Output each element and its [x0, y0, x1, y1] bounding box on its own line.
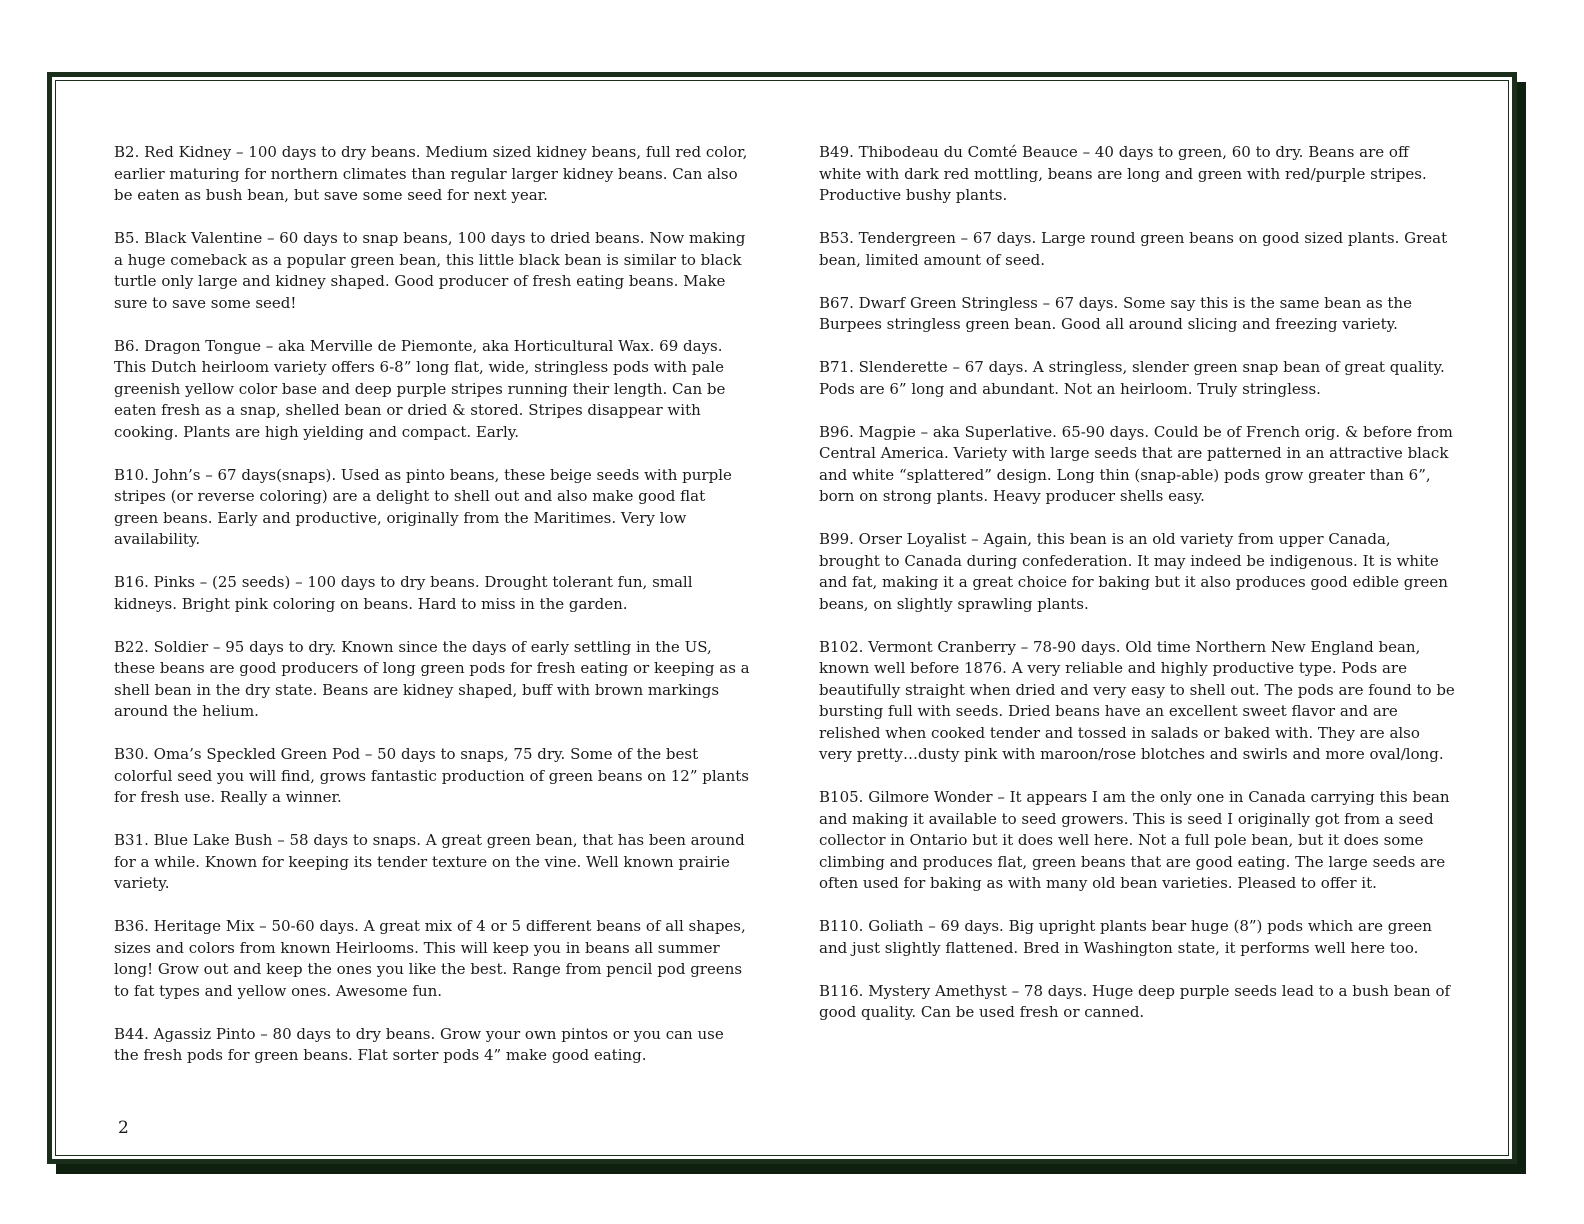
bean-entry-b30: B30. Oma’s Speckled Green Pod – 50 days to snaps, 75 dry. Some of the best colorful seed you will find, grows fantastic production of green beans on 12” plants for fresh use. Really a winner. — [114, 745, 750, 806]
bean-entry-b96: B96. Magpie – aka Superlative. 65-90 days. Could be of French orig. & before from Central America. Variety with large seeds that are patterned in an attractive black and white “splattered” design. Long thin (snap-able) pods grow greater than 6”, born on strong plants. Heavy producer shells easy. — [819, 422, 1453, 505]
right-column — [819, 142, 1455, 1045]
bean-entry-b16: B16. Pinks – (25 seeds) – 100 days to dry beans. Drought tolerant fun, small kidneys. Bright pink coloring on beans. Hard to miss in the garden. — [114, 573, 693, 613]
bean-entry-b31: B31. Blue Lake Bush – 58 days to snaps. A great green bean, that has been around for a while. Known for keeping its tender texture on the vine. Well known prairie variety. — [114, 831, 745, 892]
bean-entry-b102: B102. Vermont Cranberry – 78-90 days. Old time Northern New England bean, known well before 1876. A very reliable and highly productive type. Pods are beautifully straight when dried and very easy to shell out. The pods are found to be bursting full with seeds. Dried beans have an excellent sweet flavor and are relished when cooked tender and tossed in salads or baked with. They are also very pretty…dusty pink with maroon/rose blotches and swirls and more oval/long. — [819, 637, 1455, 763]
bean-entry-b116: B116. Mystery Amethyst – 78 days. Huge deep purple seeds lead to a bush bean of good quality. Can be used fresh or canned. — [819, 981, 1451, 1021]
bean-entry-b6: B6. Dragon Tongue – aka Merville de Piemonte, aka Horticultural Wax. 69 days. This Dutch heirloom variety offers 6-8” long flat, wide, stringless pods with pale greenish yellow color base and deep purple stripes running their length. Can be eaten fresh as a snap, shelled bean or dried & stored. Stripes disappear with cooking. Plants are high yielding and compact. Early. — [114, 336, 726, 441]
bean-entry-b22: B22. Soldier – 95 days to dry. Known since the days of early settling in the US, these beans are good producers of long green pods for fresh eating or keeping as a shell bean in the dry state. Beans are kidney shaped, buff with brown markings around the helium. — [114, 637, 750, 720]
bean-entry-b71: B71. Slenderette – 67 days. A stringless, slender green snap bean of great quality. Pods are 6” long and abundant. Not an heirloom. Truly stringless. — [819, 358, 1445, 398]
page-number: 2 — [118, 1118, 129, 1138]
bean-entry-b53: B53. Tendergreen – 67 days. Large round green beans on good sized plants. Great bean, limited amount of seed. — [819, 229, 1448, 269]
bean-entry-b36: B36. Heritage Mix – 50-60 days. A great mix of 4 or 5 different beans of all shapes, sizes and colors from known Heirlooms. This will keep you in beans all summer long! Grow out and keep the ones you like the best. Range from pencil pod greens to fat types and yellow ones. Awesome fun. — [114, 917, 746, 1000]
bean-entry-b5: B5. Black Valentine – 60 days to snap beans, 100 days to dried beans. Now making a huge comeback as a popular green bean, this little black bean is similar to black turtle only large and kidney shaped. Good producer of fresh eating beans. Make sure to save some seed! — [114, 229, 746, 312]
bean-entry-b105: B105. Gilmore Wonder – It appears I am the only one in Canada carrying this bean and making it available to seed growers. This is seed I originally got from a seed collector in Ontario but it does well here. Not a full pole bean, but it does some climbing and produces flat, green beans that are good eating. The large seeds are often used for baking as with many old bean varieties. Pleased to offer it. — [819, 788, 1450, 892]
bean-entry-b99: B99. Orser Loyalist – Again, this bean is an old variety from upper Canada, brought to Canada during confederation. It may indeed be indigenous. It is white and fat, making it a great choice for baking but it also produces good edible green beans, on slightly sprawling plants. — [819, 530, 1448, 613]
bean-entry-b110: B110. Goliath – 69 days. Big upright plants bear huge (8”) pods which are green and just slightly flattened. Bred in Washington state, it performs well here too. — [819, 917, 1432, 957]
bean-entry-b67: B67. Dwarf Green Stringless – 67 days. Some say this is the same bean as the Burpees stringless green bean. Good all around slicing and freezing variety. — [819, 293, 1412, 333]
bean-entry-b44: B44. Agassiz Pinto – 80 days to dry beans. Grow your own pintos or you can use the fresh pods for green beans. Flat sorter pods 4” make good eating. — [114, 1024, 724, 1064]
bean-entry-b49: B49. Thibodeau du Comté Beauce – 40 days to green, 60 to dry. Beans are off white with dark red mottling, beans are long and green with red/purple stripes. Productive bushy plants. — [819, 143, 1427, 204]
bean-entry-b2: B2. Red Kidney – 100 days to dry beans. Medium sized kidney beans, full red color, earlier maturing for northern climates than regular larger kidney beans. Can also be eaten as bush bean, but save some seed for next year. — [114, 143, 748, 204]
bean-entry-b10: B10. John’s – 67 days(snaps). Used as pinto beans, these beige seeds with purple stripes (or reverse coloring) are a delight to shell out and also make good flat green beans. Early and productive, originally from the Maritimes. Very low availability. — [114, 465, 732, 548]
left-column — [114, 142, 750, 1088]
